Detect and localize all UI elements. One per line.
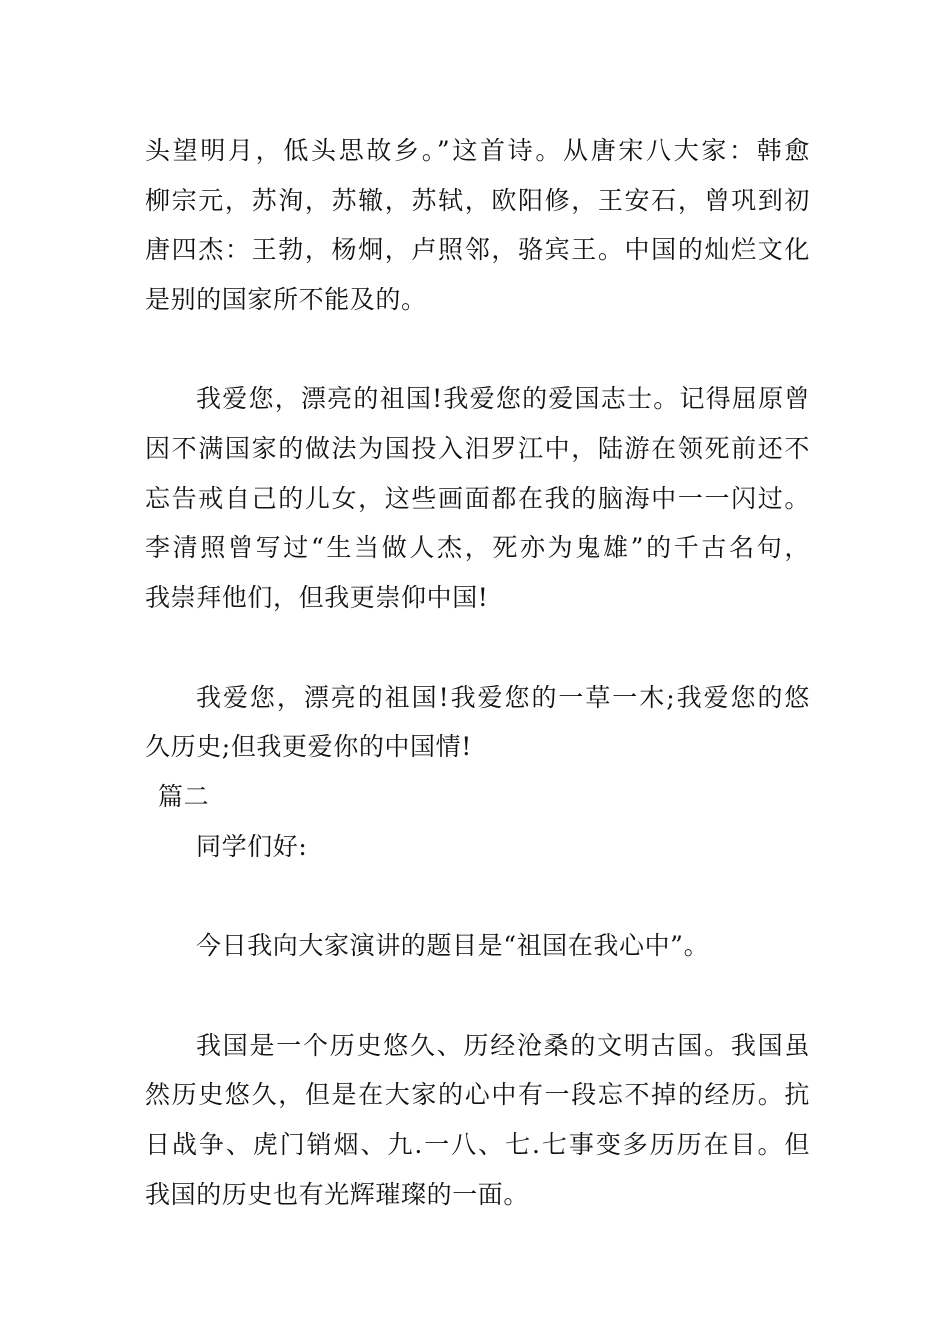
paragraph-1-line-3: 唐四杰：王勃，杨炯，卢照邻，骆宾王。中国的灿烂文化 [145, 235, 810, 264]
paragraph-1-line-1: 头望明月，低头思故乡。”这首诗。从唐宋八大家：韩愈 [145, 136, 810, 165]
paragraph-2-line-4: 李清照曾写过“生当做人杰，死亦为鬼雄”的千古名句， [145, 533, 810, 562]
paragraph-2-line-5: 我崇拜他们，但我更崇仰中国! [145, 583, 489, 612]
section-title: 篇二 [158, 782, 210, 811]
paragraph-2-line-1: 我爱您，漂亮的祖国!我爱您的爱国志士。记得屈原曾 [196, 384, 810, 413]
paragraph-4-line-1: 今日我向大家演讲的题目是“祖国在我心中”。 [196, 931, 710, 960]
paragraph-2-line-3: 忘告戒自己的儿女，这些画面都在我的脑海中一一闪过。 [145, 484, 810, 513]
paragraph-5-line-4: 我国的历史也有光辉璀璨的一面。 [145, 1180, 530, 1209]
paragraph-1-line-4: 是别的国家所不能及的。 [145, 285, 427, 314]
greeting: 同学们好: [196, 832, 308, 861]
paragraph-3-line-1: 我爱您，漂亮的祖国!我爱您的一草一木;我爱您的悠 [196, 683, 810, 712]
paragraph-3-line-2: 久历史;但我更爱你的中国情! [145, 732, 472, 761]
paragraph-5-line-2: 然历史悠久，但是在大家的心中有一段忘不掉的经历。抗 [145, 1080, 810, 1109]
paragraph-5-line-3: 日战争、虎门销烟、九.一八、七.七事变多历历在目。但 [145, 1130, 810, 1159]
paragraph-1-line-2: 柳宗元，苏洵，苏辙，苏轼，欧阳修，王安石，曾巩到初 [145, 186, 810, 215]
paragraph-2-line-2: 因不满国家的做法为国投入汨罗江中，陆游在领死前还不 [145, 434, 810, 463]
paragraph-5-line-1: 我国是一个历史悠久、历经沧桑的文明古国。我国虽 [196, 1031, 810, 1060]
